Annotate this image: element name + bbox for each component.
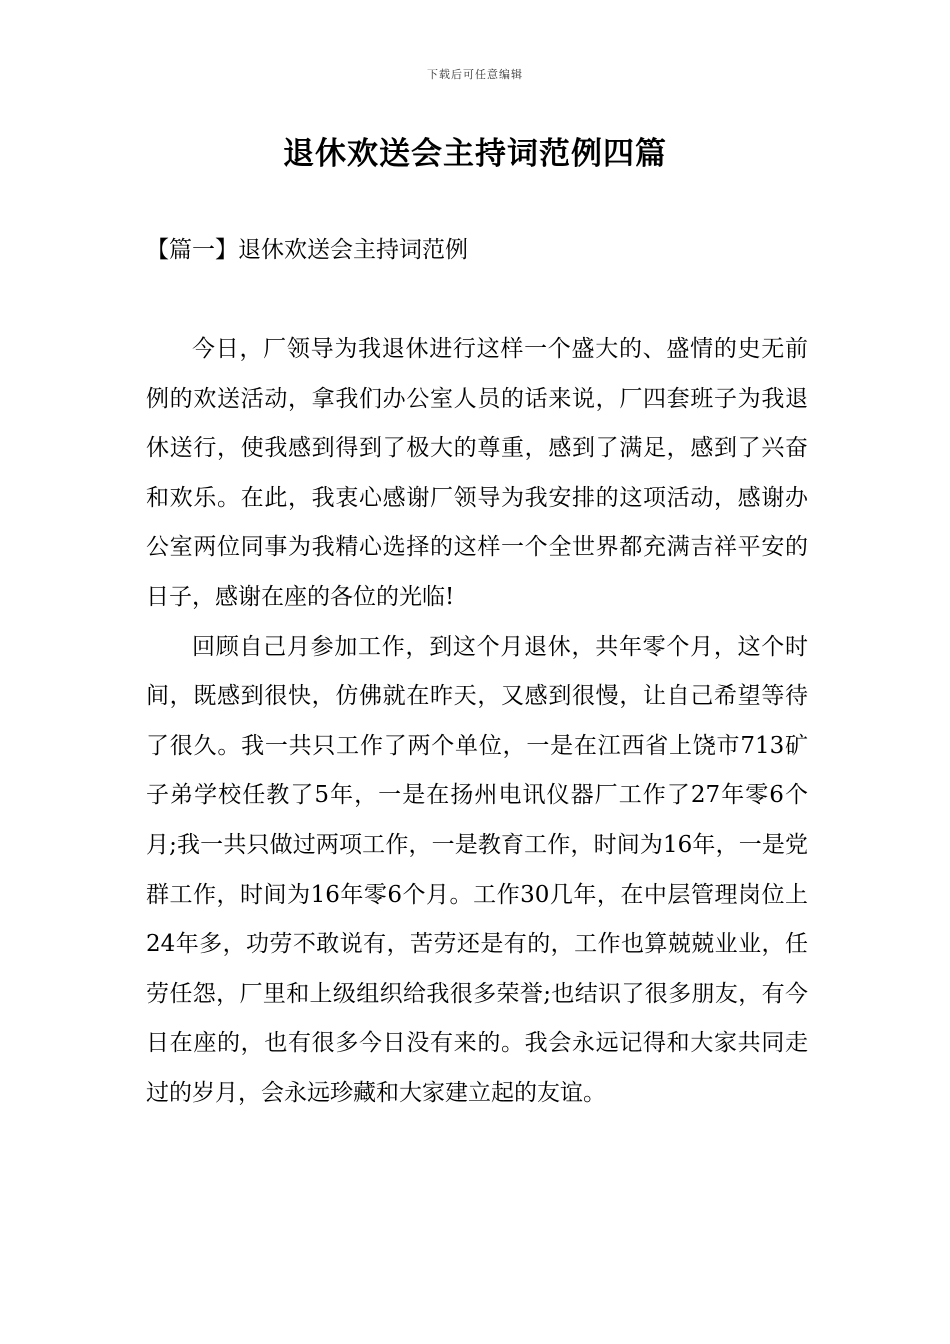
- paragraph-2: 回顾自己月参加工作，到这个月退休，共年零个月，这个时间，既感到很快，仿佛就在昨天，又感到很慢，让自己希望等待了很久。我一共只工作了两个单位，一是在江西省上饶市713矿子弟学校任教了5年，一是在扬州电讯仪器厂工作了27年零6个月;我一共只做过两项工作，一是教育工作，时间为16年，一是党群工作，时间为16年零6个月。工作30几年，在中层管理岗位上24年多，功劳不敢说有，苦劳还是有的，工作也算兢兢业业，任劳任怨，厂里和上级组织给我很多荣誉;也结识了很多朋友，有今日在座的，也有很多今日没有来的。我会永远记得和大家共同走过的岁月，会永远珍藏和大家建立起的友谊。: [146, 633, 808, 1106]
- document-title: 退休欢送会主持词范例四篇: [283, 136, 667, 172]
- section-heading: 【篇一】退休欢送会主持词范例: [146, 237, 468, 263]
- paragraph-1: 今日，厂领导为我退休进行这样一个盛大的、盛情的史无前例的欢送活动，拿我们办公室人员的话来说，厂四套班子为我退休送行，使我感到得到了极大的尊重，感到了满足，感到了兴奋和欢乐。在此，我衷心感谢厂领导为我安排的这项活动，感谢办公室两位同事为我精心选择的这样一个全世界都充满吉祥平安的日子，感谢在座的各位的光临!: [146, 336, 808, 610]
- body-text: [146, 325, 808, 1119]
- page-header-note: 下载后可任意编辑: [427, 68, 523, 81]
